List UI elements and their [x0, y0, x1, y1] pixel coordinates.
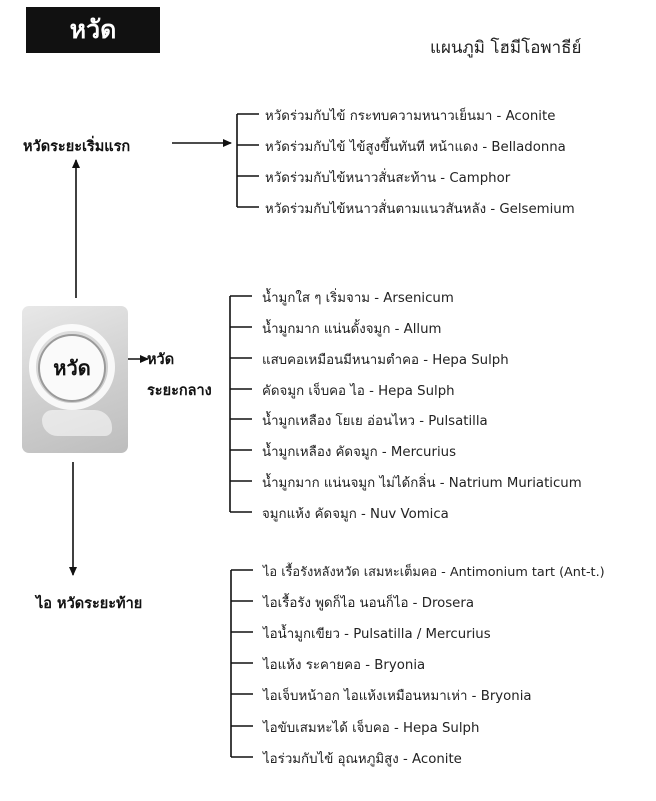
bracket-late — [231, 570, 253, 757]
center-node — [38, 334, 106, 402]
late-remedy-item: ไอน้ำมูกเขียว - Pulsatilla / Mercurius — [263, 627, 491, 642]
early-remedy-item: หวัดร่วมกับไข้ กระทบความหนาวเย็นมา - Aconite — [265, 109, 556, 124]
late-remedy-item: ไอเจ็บหน้าอก ไอแห้งเหมือนหมาเห่า - Bryonia — [263, 689, 532, 704]
stage-middle-label-line2: ระยะกลาง — [147, 383, 212, 399]
middle-remedy-item: น้ำมูกเหลือง โยเย อ่อนไหว - Pulsatilla — [262, 414, 488, 429]
early-remedy-item: หวัดร่วมกับไข้หนาวสั่นตามแนวสันหลัง - Gelsemium — [265, 202, 575, 217]
early-remedy-item: หวัดร่วมกับไข้ ไข้สูงขึ้นทันที หน้าแดง - Belladonna — [265, 140, 566, 155]
late-remedy-item: ไอแห้ง ระคายคอ - Bryonia — [263, 658, 426, 673]
stage-late-label: ไอ หวัดระยะท้าย — [36, 596, 143, 612]
late-remedy-item: ไอขับเสมหะได้ เจ็บคอ - Hepa Sulph — [263, 721, 480, 736]
middle-remedy-item: จมูกแห้ง คัดจมูก - Nuv Vomica — [262, 507, 449, 522]
middle-remedy-item: แสบคอเหมือนมีหนามตำคอ - Hepa Sulph — [262, 353, 509, 368]
middle-remedy-item: คัดจมูก เจ็บคอ ไอ - Hepa Sulph — [262, 384, 455, 399]
late-remedy-item: ไอร่วมกับไข้ อุณหภูมิสูง - Aconite — [263, 752, 462, 767]
chart-subtitle: แผนภูมิ โฮมีโอพาธีย์ — [430, 38, 582, 58]
middle-remedy-item: น้ำมูกมาก แน่นดั้งจมูก - Allum — [262, 322, 442, 337]
stage-early-label: หวัดระยะเริ่มแรก — [23, 139, 131, 155]
center-image — [22, 306, 128, 453]
page-title: หวัด — [69, 15, 117, 44]
middle-remedy-item: น้ำมูกเหลือง คัดจมูก - Mercurius — [262, 445, 457, 460]
late-remedy-item: ไอ เรื้อรังหลังหวัด เสมหะเต็มคอ - Antimonium tart (Ant-t.) — [263, 565, 605, 580]
stage-middle-label-line1: หวัด — [147, 352, 175, 368]
bracket-middle — [230, 296, 252, 512]
center-label: หวัด — [53, 356, 91, 380]
middle-remedy-item: น้ำมูกมาก แน่นจมูก ไม่ได้กลิ่น - Natrium Muriaticum — [262, 476, 582, 491]
early-remedy-item: หวัดร่วมกับไข้หนาวสั่นสะท้าน - Camphor — [265, 171, 511, 186]
bracket-early — [237, 114, 259, 207]
late-remedy-item: ไอเรื้อรัง พูดก็ไอ นอนก็ไอ - Drosera — [263, 596, 474, 611]
middle-remedy-item: น้ำมูกใส ๆ เริ่มจาม - Arsenicum — [262, 291, 454, 306]
photo-decoration — [42, 410, 112, 436]
